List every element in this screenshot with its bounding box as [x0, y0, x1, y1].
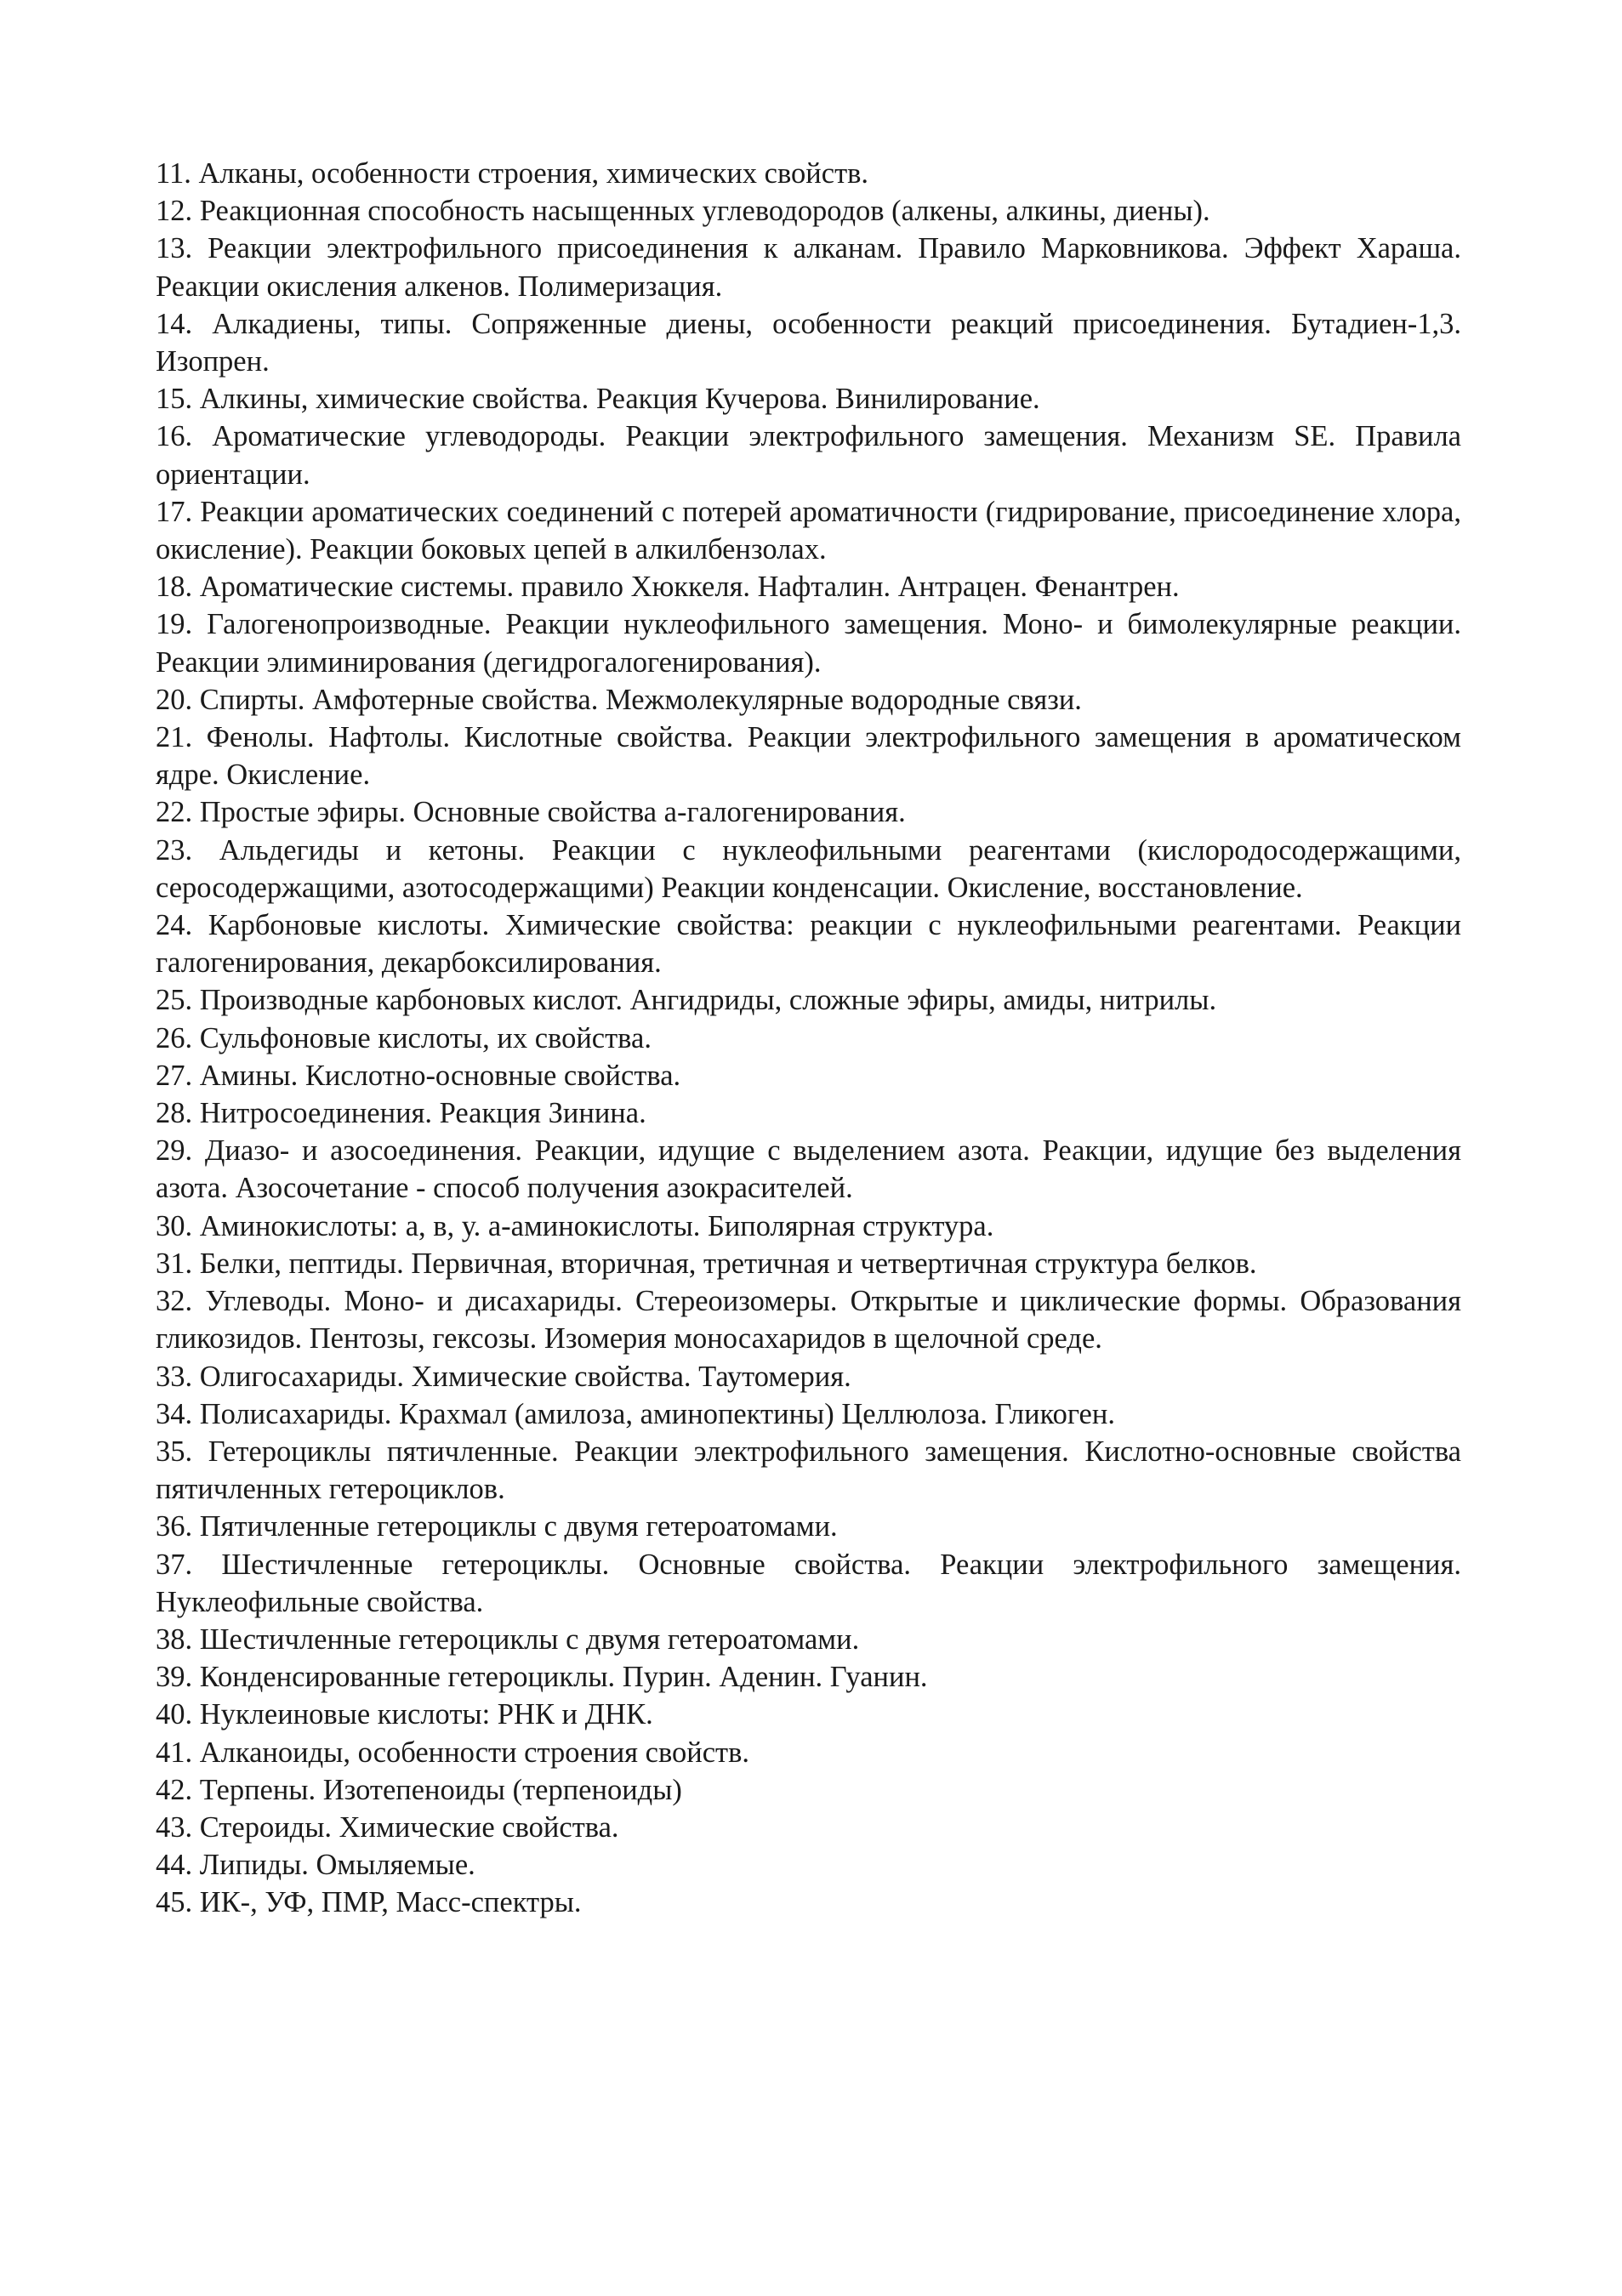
list-item: 42. Терпены. Изотепеноиды (терпеноиды): [156, 1773, 682, 1806]
list-item: 38. Шестичленные гетероциклы с двумя гетероатомами.: [156, 1623, 860, 1656]
list-item: 15. Алкины, химические свойства. Реакция Кучерова. Винилирование.: [156, 383, 1040, 416]
list-item: 35. Гетероциклы пятичленные. Реакции электрофильного замещения. Кислотно-основные свойства пятичленных гетероциклов.: [156, 1435, 1461, 1506]
list-item: 26. Сульфоновые кислоты, их свойства.: [156, 1021, 652, 1054]
list-item: 30. Аминокислоты: а, в, у. а-аминокислоты. Биполярная структура.: [156, 1209, 994, 1242]
list-item: 29. Диазо- и азосоединения. Реакции, идущие с выделением азота. Реакции, идущие без выделения азота. Азосочетание - способ получения азокрасителей.: [156, 1134, 1461, 1205]
list-item: 25. Производные карбоновых кислот. Ангидриды, сложные эфиры, амиды, нитрилы.: [156, 984, 1217, 1017]
list-item: 45. ИК-, УФ, ПМР, Масс-спектры.: [156, 1886, 582, 1919]
list-item: 23. Альдегиды и кетоны. Реакции с нуклеофильными реагентами (кислородосодержащими, серосодержащими, азотосодержащими) Реакции конденсации. Окисление, восстановление.: [156, 833, 1461, 904]
list-item: 40. Нуклеиновые кислоты: РНК и ДНК.: [156, 1698, 653, 1731]
list-item: 11. Алканы, особенности строения, химических свойств.: [156, 157, 869, 190]
list-item: 24. Карбоновые кислоты. Химические свойства: реакции с нуклеофильными реагентами. Реакции галогенирования, декарбоксилирования.: [156, 909, 1461, 980]
list-item: 17. Реакции ароматических соединений с потерей ароматичности (гидрирование, присоединение хлора, окисление). Реакции боковых цепей в алкилбензолах.: [156, 495, 1461, 566]
list-item: 31. Белки, пептиды. Первичная, вторичная, третичная и четвертичная структура белков.: [156, 1247, 1257, 1280]
list-item: 22. Простые эфиры. Основные свойства а-галогенирования.: [156, 796, 906, 829]
list-item: 34. Полисахариды. Крахмал (амилоза, аминопектины) Целлюлоза. Гликоген.: [156, 1397, 1115, 1430]
list-item: 21. Фенолы. Нафтолы. Кислотные свойства. Реакции электрофильного замещения в ароматическом ядре. Окисление.: [156, 721, 1461, 792]
list-item: 19. Галогенопроизводные. Реакции нуклеофильного замещения. Моно- и бимолекулярные реакции. Реакции элиминирования (дегидрогалогенирования).: [156, 608, 1461, 679]
list-item: 33. Олигосахариды. Химические свойства. Таутомерия.: [156, 1360, 851, 1393]
list-item: 12. Реакционная способность насыщенных углеводородов (алкены, алкины, диены).: [156, 195, 1210, 228]
list-item: 16. Ароматические углеводороды. Реакции электрофильного замещения. Механизм SE. Правила ориентации.: [156, 420, 1461, 491]
list-item: 43. Стероиды. Химические свойства.: [156, 1810, 619, 1844]
question-list: [156, 155, 1461, 1922]
list-item: 44. Липиды. Омыляемые.: [156, 1849, 475, 1882]
list-item: 13. Реакции электрофильного присоединения к алканам. Правило Марковникова. Эффект Хараша. Реакции окисления алкенов. Полимеризация.: [156, 232, 1461, 303]
list-item: 32. Углеводы. Моно- и дисахариды. Стереоизомеры. Открытые и циклические формы. Образования гликозидов. Пентозы, гексозы. Изомерия моносахаридов в щелочной среде.: [156, 1285, 1461, 1355]
list-item: 41. Алканоиды, особенности строения свойств.: [156, 1736, 750, 1769]
list-item: 36. Пятичленные гетероциклы с двумя гетероатомами.: [156, 1510, 838, 1543]
list-item: 14. Алкадиены, типы. Сопряженные диены, особенности реакций присоединения. Бутадиен-1,3. Изопрен.: [156, 307, 1461, 378]
list-item: 20. Спирты. Амфотерные свойства. Межмолекулярные водородные связи.: [156, 683, 1082, 716]
list-item: 18. Ароматические системы. правило Хюккеля. Нафталин. Антрацен. Фенантрен.: [156, 571, 1180, 604]
list-item: 39. Конденсированные гетероциклы. Пурин. Аденин. Гуанин.: [156, 1661, 928, 1694]
list-item: 37. Шестичленные гетероциклы. Основные свойства. Реакции электрофильного замещения. Нуклеофильные свойства.: [156, 1548, 1461, 1618]
list-item: 27. Амины. Кислотно-основные свойства.: [156, 1059, 681, 1092]
list-item: 28. Нитросоединения. Реакция Зинина.: [156, 1097, 646, 1130]
